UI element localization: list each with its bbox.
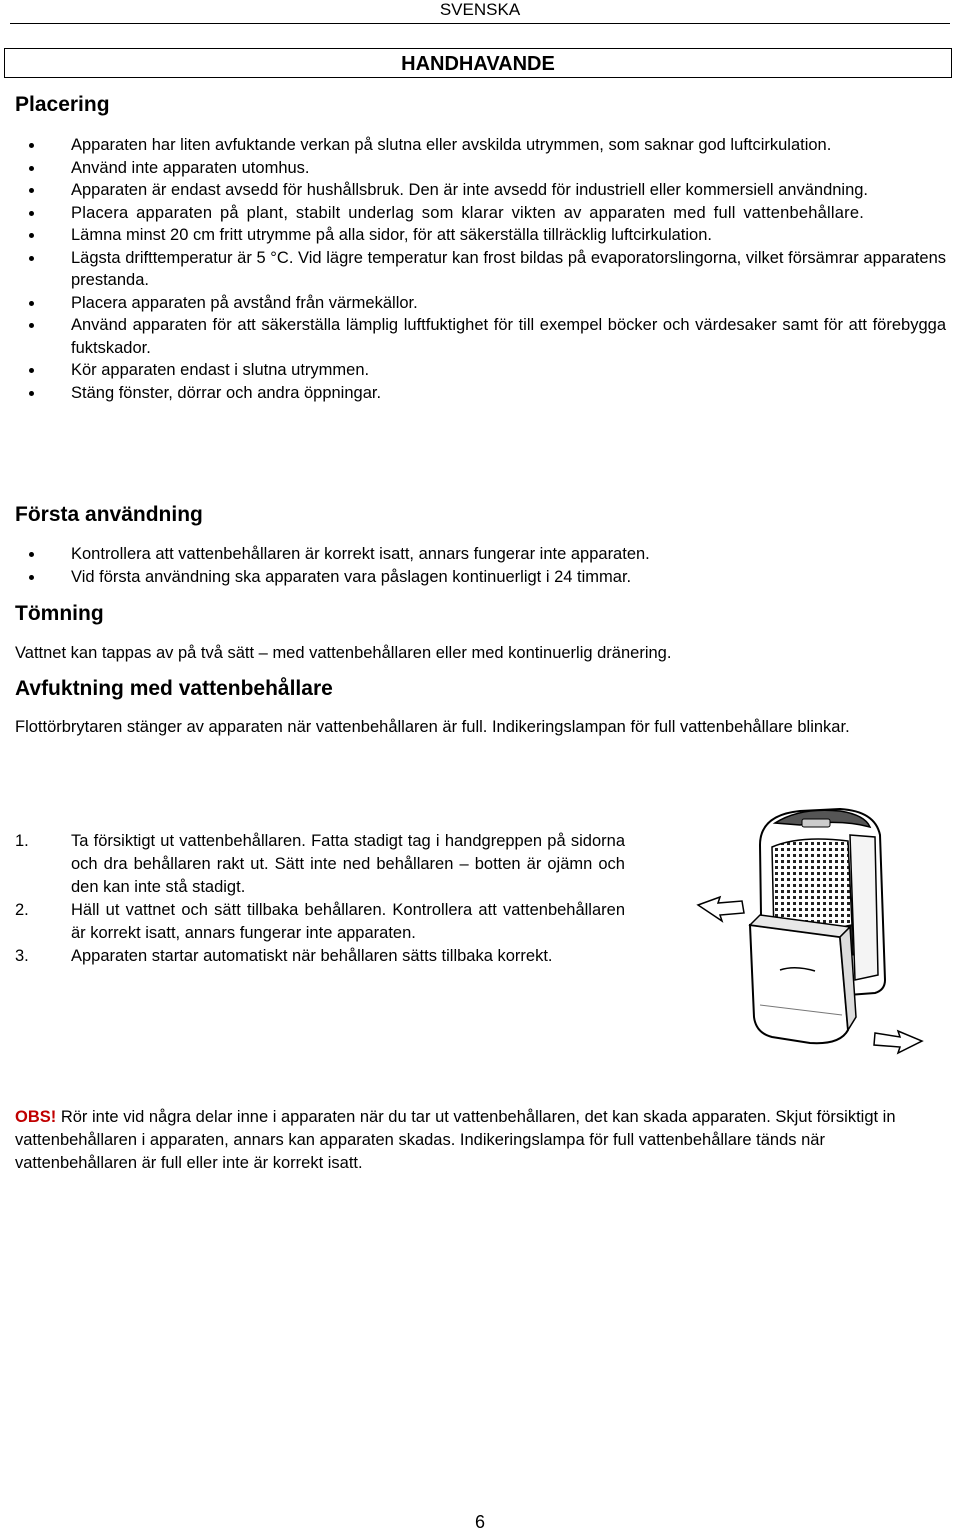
bullet-icon — [29, 552, 34, 557]
avfuktning-steps — [15, 830, 625, 968]
list-item: Placera apparaten på avstånd från värmekällor. — [15, 292, 946, 315]
step-number: 3. — [15, 947, 29, 965]
section-heading-placering: Placering — [15, 93, 110, 116]
list-item: Apparaten har liten avfuktande verkan på slutna eller avskilda utrymmen, som saknar god luftcirkulation. — [15, 134, 946, 157]
bullet-icon — [29, 575, 34, 580]
forsta-list — [15, 543, 946, 588]
list-item: Lämna minst 20 cm fritt utrymme på alla sidor, för att säkerställa tillräcklig luftcirkulation. — [15, 224, 946, 247]
bullet-icon — [29, 391, 34, 396]
bullet-icon — [29, 323, 34, 328]
step-item: 2. Häll ut vattnet och sätt tillbaka behållaren. Kontrollera att vattenbehållaren är korrekt isatt, annars fungerar inte apparaten. — [15, 901, 625, 942]
bullet-icon — [29, 166, 34, 171]
tomning-text: Vattnet kan tappas av på två sätt – med vattenbehållaren eller med kontinuerlig dränering. — [15, 644, 672, 662]
step-item: 1. Ta försiktigt ut vattenbehållaren. Fatta stadigt tag i handgreppen på sidorna och dra behållaren rakt ut. Sätt inte ned behållaren – botten är ojämn och den kan inte stå stadigt. — [15, 832, 625, 896]
header-language: SVENSKA — [439, 0, 521, 19]
list-item: Använd apparaten för att säkerställa lämplig luftfuktighet för till exempel böcker och värdesaker samt för att förebygga fuktskador. — [15, 314, 946, 359]
bullet-icon — [29, 301, 34, 306]
bullet-icon — [29, 233, 34, 238]
bullet-icon — [29, 188, 34, 193]
bullet-icon — [29, 368, 34, 373]
page-title: HANDHAVANDE — [4, 48, 952, 78]
section-heading-tomning: Tömning — [15, 602, 104, 625]
list-item: Placera apparaten på plant, stabilt underlag som klarar vikten av apparaten med full vattenbehållare. — [15, 202, 946, 225]
obs-label: OBS! — [15, 1108, 57, 1126]
step-number: 2. — [15, 901, 29, 919]
header-divider — [10, 23, 950, 24]
bullet-icon — [29, 256, 34, 261]
dehumidifier-illustration — [690, 805, 950, 1055]
list-item: Kör apparaten endast i slutna utrymmen. — [15, 359, 946, 382]
list-item: Kontrollera att vattenbehållaren är korrekt isatt, annars fungerar inte apparaten. — [15, 543, 946, 566]
step-item: 3. Apparaten startar automatiskt när behållaren sätts tillbaka korrekt. — [15, 945, 625, 968]
list-item: Använd inte apparaten utomhus. — [15, 157, 946, 180]
bullet-icon — [29, 211, 34, 216]
section-heading-avfuktning: Avfuktning med vattenbehållare — [15, 677, 333, 700]
list-item: Apparaten är endast avsedd för hushållsbruk. Den är inte avsedd för industriell eller kommersiell användning. — [15, 179, 946, 202]
step-number: 1. — [15, 832, 29, 850]
placering-list — [15, 134, 946, 404]
section-heading-forsta-anvandning: Första användning — [15, 503, 203, 526]
list-item: Vid första användning ska apparaten vara påslagen kontinuerligt i 24 timmar. — [15, 566, 946, 589]
obs-text: Rör inte vid några delar inne i apparaten när du tar ut vattenbehållaren, det kan skada apparaten. Skjut försiktigt in vattenbehållaren i apparaten, annars kan apparaten skadas. Indikeringslampa för full vattenbehållare tänds när vattenbehållaren är full eller inte är korrekt isatt. — [15, 1108, 896, 1172]
list-item: Stäng fönster, dörrar och andra öppningar. — [15, 382, 946, 405]
list-item: Lägsta drifttemperatur är 5 °C. Vid lägre temperatur kan frost bildas på evaporatorslingorna, vilket försämrar apparatens prestanda. — [15, 247, 946, 292]
obs-note — [15, 1106, 950, 1175]
page-number: 6 — [474, 1512, 485, 1532]
bullet-icon — [29, 143, 34, 148]
avfuktning-text: Flottörbrytaren stänger av apparaten när vattenbehållaren är full. Indikeringslampan för full vattenbehållare blinkar. — [15, 718, 850, 736]
